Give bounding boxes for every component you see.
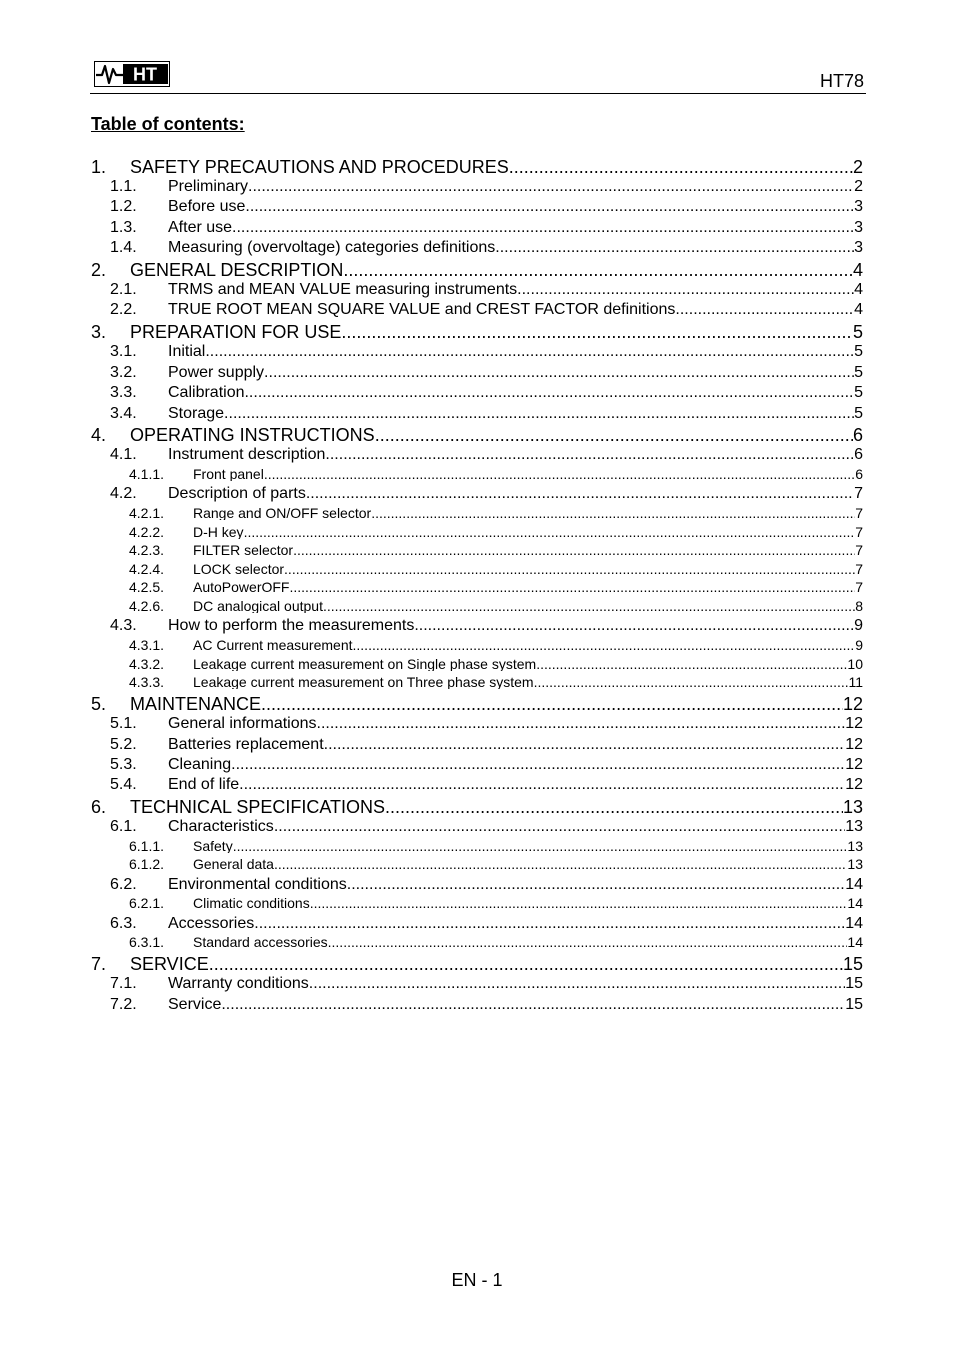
toc-entry[interactable] (110, 877, 863, 893)
toc-entry-title: Cleaning (168, 757, 232, 773)
toc-entry-page: 9 (855, 638, 863, 652)
toc-entry-title: Service (168, 997, 222, 1013)
toc-entry-title: Initial (168, 344, 206, 360)
toc-entry-title: Environmental conditions (168, 877, 347, 893)
toc-entry-title: Front panel (193, 467, 264, 481)
toc-dot-leader (205, 344, 854, 360)
toc-entry-number: 6.1.1. (129, 839, 165, 853)
toc-entry[interactable] (129, 839, 863, 853)
toc-entry-title: Preliminary (168, 179, 249, 195)
toc-entry-number: 4.1. (110, 447, 137, 463)
toc-entry[interactable] (110, 976, 863, 992)
toc-entry-page: 5 (852, 323, 863, 341)
toc-dot-leader (293, 543, 855, 557)
toc-entry[interactable] (110, 716, 863, 732)
toc-entry[interactable] (91, 798, 863, 816)
toc-entry-page: 11 (848, 675, 863, 689)
toc-entry-page: 12 (845, 757, 863, 773)
toc-entry-page: 7 (855, 543, 863, 557)
toc-entry-page: 6 (855, 467, 863, 481)
toc-entry-page: 10 (847, 657, 863, 671)
toc-dot-leader (325, 447, 854, 463)
toc-entry-page: 12 (845, 737, 863, 753)
toc-dot-leader (536, 657, 847, 671)
toc-entry[interactable] (91, 158, 863, 176)
toc-entry-title: Characteristics (168, 819, 274, 835)
toc-entry-title: Warranty conditions (168, 976, 309, 992)
toc-dot-leader (495, 240, 854, 256)
toc-heading: Table of contents: (91, 114, 245, 134)
toc-entry-page: 7 (855, 525, 863, 539)
toc-dot-leader (209, 955, 843, 973)
toc-entry-number: 6.3. (110, 916, 137, 932)
toc-entry-number: 5.4. (110, 777, 137, 793)
toc-entry-title: TRMS and MEAN VALUE measuring instruments (168, 282, 518, 298)
toc-entry[interactable] (129, 543, 863, 557)
toc-entry-page: 13 (847, 839, 863, 853)
toc-entry-number: 5.1. (110, 716, 137, 732)
toc-entry-number: 3.3. (110, 385, 137, 401)
toc-entry-page: 6 (852, 426, 863, 444)
toc-dot-leader (414, 618, 854, 634)
toc-dot-leader (254, 916, 845, 932)
toc-dot-leader (274, 857, 847, 871)
toc-dot-leader (224, 406, 854, 422)
header-divider (90, 93, 866, 94)
toc-entry-number: 4.3.1. (129, 638, 165, 652)
toc-entry-number: 4.2.4. (129, 562, 165, 576)
toc-entry-number: 7. (91, 955, 107, 973)
toc-entry-title: General data (193, 857, 274, 871)
toc-entry-number: 3.1. (110, 344, 137, 360)
ht-logo-icon (94, 61, 170, 87)
toc-entry-number: 3.4. (110, 406, 137, 422)
toc-entry-number: 7.2. (110, 997, 137, 1013)
toc-entry[interactable] (129, 675, 863, 689)
toc-entry[interactable] (110, 365, 863, 381)
toc-entry[interactable] (110, 302, 863, 318)
toc-entry-title: DC analogical output (193, 599, 323, 613)
toc-entry[interactable] (129, 896, 863, 910)
toc-dot-leader (509, 158, 853, 176)
toc-entry-title: Leakage current measurement on Three phase system (193, 675, 534, 689)
toc-entry-page: 7 (855, 580, 863, 594)
toc-entry-page: 5 (854, 385, 863, 401)
toc-entry[interactable] (110, 486, 863, 502)
toc-entry[interactable] (110, 916, 863, 932)
toc-entry[interactable] (91, 955, 863, 973)
toc-entry-page: 8 (855, 599, 863, 613)
toc-entry[interactable] (129, 657, 863, 671)
toc-entry[interactable] (110, 220, 863, 236)
toc-entry-title: Power supply (168, 365, 265, 381)
toc-dot-leader (232, 220, 854, 236)
toc-dot-leader (675, 302, 854, 318)
toc-entry-page: 4 (852, 261, 863, 279)
toc-dot-leader (261, 695, 843, 713)
toc-entry-number: 4.2. (110, 486, 137, 502)
toc-dot-leader (323, 599, 855, 613)
toc-entry-title: How to perform the measurements (168, 618, 415, 634)
toc-entry-page: 6 (854, 447, 863, 463)
toc-entry-title: Accessories (168, 916, 255, 932)
toc-entry-page: 15 (842, 955, 863, 973)
toc-dot-leader (371, 506, 855, 520)
toc-entry-page: 12 (842, 695, 863, 713)
toc-entry-title: Climatic conditions (193, 896, 310, 910)
toc-dot-leader (233, 839, 848, 853)
toc-entry-number: 2.1. (110, 282, 137, 298)
toc-entry[interactable] (110, 240, 863, 256)
toc-entry-title: Standard accessories (193, 935, 328, 949)
toc-entry[interactable] (91, 426, 863, 444)
toc-entry-number: 6.3.1. (129, 935, 165, 949)
toc-dot-leader (244, 385, 854, 401)
toc-entry-page: 4 (854, 302, 863, 318)
toc-entry[interactable] (91, 261, 863, 279)
toc-dot-leader (309, 976, 845, 992)
toc-dot-leader (239, 777, 845, 793)
toc-entry[interactable] (110, 344, 863, 360)
model-label: HT78 (819, 71, 864, 91)
toc-entry-number: 3. (91, 323, 107, 341)
toc-entry-number: 5.3. (110, 757, 137, 773)
toc-dot-leader (317, 716, 846, 732)
toc-entry-title: AC Current measurement (193, 638, 353, 652)
toc-entry-number: 6.1. (110, 819, 137, 835)
toc-entry-title: TRUE ROOT MEAN SQUARE VALUE and CREST FACTOR definitions (168, 302, 676, 318)
toc-entry-title: MAINTENANCE (130, 695, 262, 713)
toc-entry-title: PREPARATION FOR USE (130, 323, 342, 341)
toc-entry-number: 4.2.1. (129, 506, 165, 520)
toc-dot-leader (274, 819, 845, 835)
toc-entry-number: 2. (91, 261, 107, 279)
toc-entry-number: 4. (91, 426, 107, 444)
toc-dot-leader (221, 997, 845, 1013)
toc-dot-leader (231, 757, 845, 773)
toc-entry[interactable] (129, 599, 863, 613)
toc-entry-page: 5 (854, 344, 863, 360)
logo-text: HT (133, 64, 157, 85)
toc-entry-title: SERVICE (130, 955, 209, 973)
toc-entry-page: 7 (855, 506, 863, 520)
toc-entry[interactable] (129, 935, 863, 949)
toc-entry-title: General informations (168, 716, 317, 732)
toc-entry[interactable] (110, 179, 863, 195)
toc-entry-number: 4.2.2. (129, 525, 165, 539)
toc-entry-title: TECHNICAL SPECIFICATIONS (130, 798, 386, 816)
toc-entry-title: Calibration (168, 385, 245, 401)
toc-dot-leader (375, 426, 853, 444)
toc-entry-number: 1.1. (110, 179, 137, 195)
toc-entry-page: 14 (847, 896, 863, 910)
toc-dot-leader (245, 199, 854, 215)
toc-dot-leader (353, 638, 856, 652)
toc-entry-page: 3 (854, 199, 863, 215)
toc-dot-leader (324, 737, 846, 753)
toc-entry-number: 4.3. (110, 618, 137, 634)
toc-dot-leader (310, 896, 848, 910)
toc-entry-number: 7.1. (110, 976, 137, 992)
toc-entry-number: 5.2. (110, 737, 137, 753)
toc-dot-leader (244, 525, 856, 539)
toc-entry[interactable] (129, 580, 863, 594)
page-number: EN - 1 (451, 1270, 503, 1290)
toc-entry-page: 4 (854, 282, 863, 298)
toc-entry-page: 13 (842, 798, 863, 816)
toc-entry[interactable] (110, 618, 863, 634)
toc-entry-page: 15 (845, 997, 863, 1013)
toc-entry-page: 5 (854, 365, 863, 381)
toc-entry-number: 1.4. (110, 240, 137, 256)
toc-entry-title: Range and ON/OFF selector (193, 506, 372, 520)
toc-entry-title: Instrument description (168, 447, 326, 463)
toc-dot-leader (248, 179, 854, 195)
toc-dot-leader (534, 675, 849, 689)
toc-entry-number: 4.2.3. (129, 543, 165, 557)
toc-entry[interactable] (129, 638, 863, 652)
toc-dot-leader (306, 486, 854, 502)
toc-dot-leader (341, 323, 853, 341)
toc-entry[interactable] (110, 199, 863, 215)
toc-entry-title: D-H key (193, 525, 244, 539)
toc-entry-number: 1.3. (110, 220, 137, 236)
toc-entry[interactable] (110, 819, 863, 835)
toc-entry-number: 6. (91, 798, 107, 816)
toc-entry[interactable] (91, 323, 863, 341)
toc-entry-page: 3 (854, 220, 863, 236)
toc-entry-number: 1. (91, 158, 107, 176)
toc-entry-title: Safety (193, 839, 233, 853)
toc-entry-title: Measuring (overvoltage) categories definitions (168, 240, 496, 256)
toc-entry-title: FILTER selector (193, 543, 294, 557)
toc-entry-number: 4.2.6. (129, 599, 165, 613)
toc-entry-title: Batteries replacement (168, 737, 324, 753)
toc-entry-title: LOCK selector (193, 562, 285, 576)
toc-entry-page: 14 (845, 877, 863, 893)
toc-entry-number: 5. (91, 695, 107, 713)
toc-entry-page: 7 (854, 486, 863, 502)
toc-dot-leader (347, 877, 845, 893)
toc-entry[interactable] (110, 757, 863, 773)
toc-entry[interactable] (129, 857, 863, 871)
toc-entry-page: 5 (854, 406, 863, 422)
toc-entry-title: Storage (168, 406, 225, 422)
toc-dot-leader (517, 282, 854, 298)
toc-entry-page: 13 (847, 857, 863, 871)
toc-entry[interactable] (91, 695, 863, 713)
toc-entry-page: 12 (845, 777, 863, 793)
toc-dot-leader (385, 798, 843, 816)
toc-entry-page: 14 (845, 916, 863, 932)
toc-entry[interactable] (110, 385, 863, 401)
toc-entry-page: 3 (854, 240, 863, 256)
toc-entry-title: Before use (168, 199, 246, 215)
toc-entry[interactable] (129, 562, 863, 576)
toc-dot-leader (284, 562, 855, 576)
toc-entry-page: 14 (847, 935, 863, 949)
toc-entry-number: 3.2. (110, 365, 137, 381)
toc-entry-number: 4.1.1. (129, 467, 165, 481)
toc-entry-page: 2 (854, 179, 863, 195)
toc-dot-leader (264, 365, 854, 381)
toc-entry[interactable] (110, 406, 863, 422)
toc-entry[interactable] (110, 777, 863, 793)
toc-entry-title: After use (168, 220, 233, 236)
toc-entry-page: 9 (854, 618, 863, 634)
toc-entry-page: 15 (845, 976, 863, 992)
toc-entry-title: AutoPowerOFF (193, 580, 290, 594)
toc-entry-title: Leakage current measurement on Single phase system (193, 657, 537, 671)
toc-entry[interactable] (110, 997, 863, 1013)
toc-entry-title: End of life (168, 777, 240, 793)
toc-entry-number: 4.3.2. (129, 657, 165, 671)
toc-entry-title: GENERAL DESCRIPTION (130, 261, 344, 279)
toc-dot-leader (343, 261, 853, 279)
toc-dot-leader (328, 935, 848, 949)
toc-entry-number: 2.2. (110, 302, 137, 318)
toc-entry[interactable] (129, 525, 863, 539)
toc-entry-number: 6.2. (110, 877, 137, 893)
toc-entry-page: 13 (845, 819, 863, 835)
toc-dot-leader (264, 467, 855, 481)
toc-entry[interactable] (110, 447, 863, 463)
toc-entry-title: OPERATING INSTRUCTIONS (130, 426, 375, 444)
toc-entry-number: 6.2.1. (129, 896, 165, 910)
toc-entry-number: 4.3.3. (129, 675, 165, 689)
toc-dot-leader (289, 580, 855, 594)
toc-entry-title: Description of parts (168, 486, 306, 502)
toc-entry-number: 6.1.2. (129, 857, 165, 871)
toc-entry[interactable] (110, 282, 863, 298)
toc-entry-page: 7 (855, 562, 863, 576)
toc-entry-title: SAFETY PRECAUTIONS AND PROCEDURES (130, 158, 509, 176)
toc-entry-page: 12 (845, 716, 863, 732)
toc-entry-page: 2 (852, 158, 863, 176)
toc-entry-number: 4.2.5. (129, 580, 165, 594)
toc-entry[interactable] (110, 737, 863, 753)
toc-entry-number: 1.2. (110, 199, 137, 215)
toc-entry[interactable] (129, 506, 863, 520)
toc-entry[interactable] (129, 467, 863, 481)
